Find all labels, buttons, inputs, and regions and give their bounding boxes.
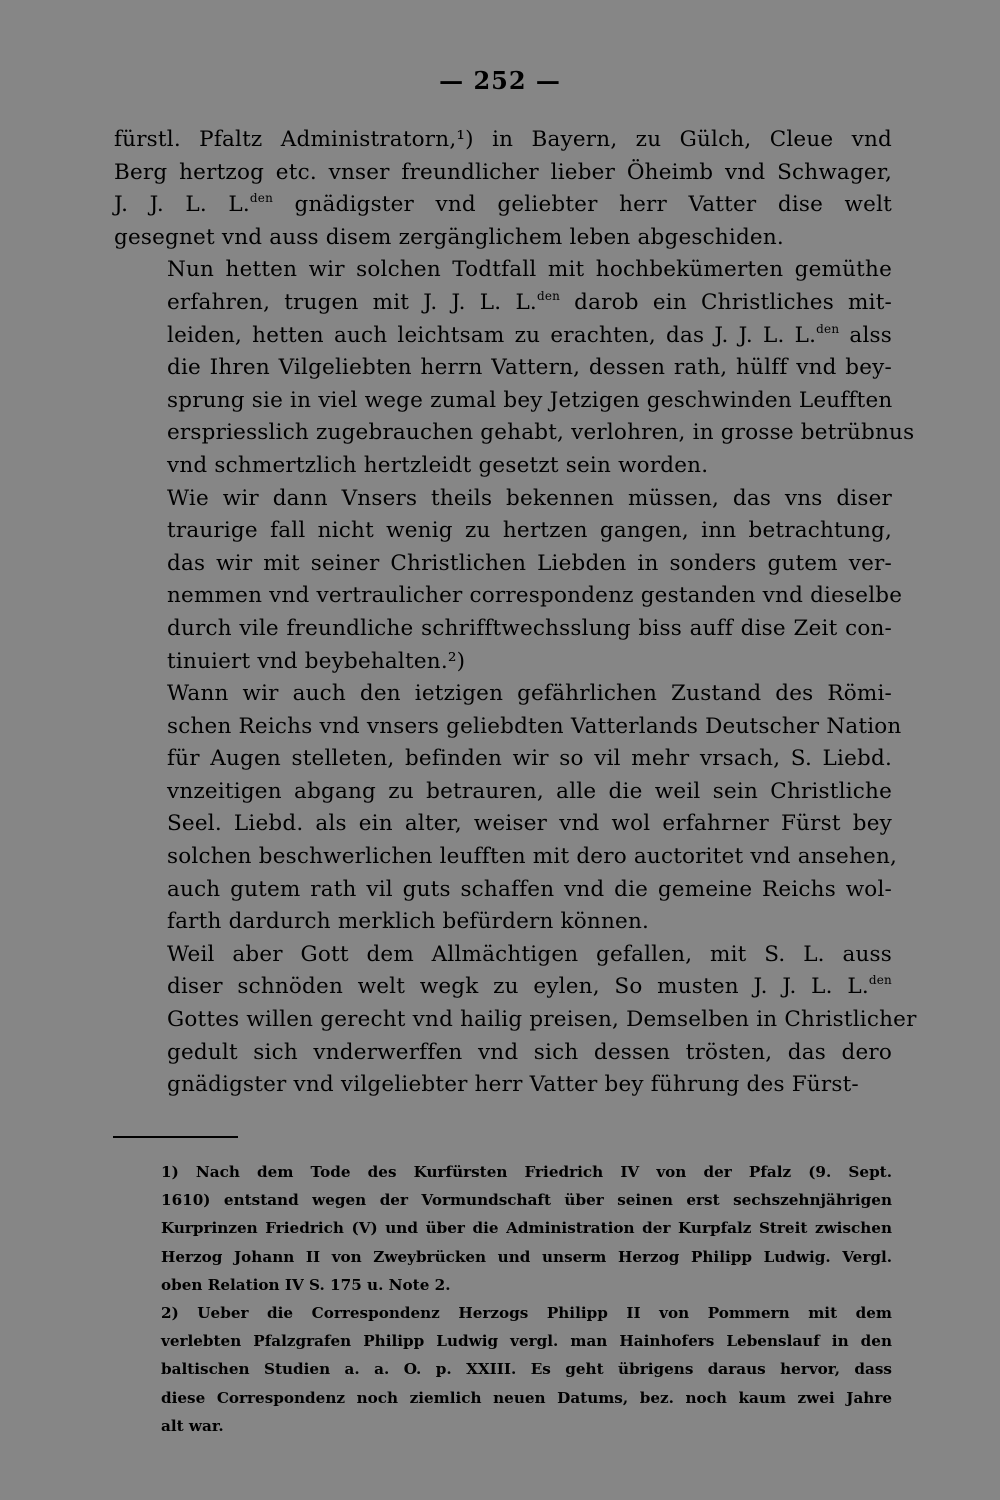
body-line: Seel. Liebd. als ein alter, weiser vnd wol erfahrner Fürst bey (167, 811, 892, 837)
body-line: Gottes willen gerecht vnd hailig preisen, Demselben in Christlicher (167, 1007, 917, 1033)
footnote-line: diese Correspondenz noch ziemlich neuen Datums, bez. noch kaum zwei Jahre (161, 1388, 892, 1407)
paragraph (114, 124, 892, 254)
body-line: durch vile freundliche schrifftwechsslung biss auff dise Zeit con- (167, 615, 892, 641)
footnote-line: baltischen Studien a. a. O. p. XXIII. Es geht übrigens daraus hervor, dass (161, 1360, 892, 1379)
footnote-line: 1610) entstand wegen der Vormundschaft über seinen erst sechszehnjährigen (161, 1191, 892, 1210)
footnote-line: verlebten Pfalzgrafen Philipp Ludwig vergl. man Hainhofers Lebenslauf in den (161, 1332, 892, 1351)
paragraph (114, 483, 903, 679)
body-line: gnädigster vnd vilgeliebter herr Vatter bey führung des Fürst- (167, 1072, 859, 1098)
footnote (114, 1299, 892, 1440)
body-line: Weil aber Gott dem Allmächtigen gefallen, mit S. L. auss (167, 941, 892, 967)
footnote-line: alt war. (161, 1416, 224, 1435)
body-line: leiden, hetten auch leichtsam zu erachten, das J. J. L. L.$^{den}$ alss (167, 321, 892, 348)
body-line: gedult sich vnderwerffen vnd sich dessen trösten, das dero (167, 1039, 892, 1065)
body-line: erfahren, trugen mit J. J. L. L.$^{den}$ darob ein Christliches mit- (167, 288, 893, 315)
body-line: traurige fall nicht wenig zu hertzen gangen, inn betrachtung, (167, 518, 892, 544)
body-line: Berg hertzog etc. vnser freundlicher lieber Öheimb vnd Schwager, (114, 159, 892, 185)
body-line: nemmen vnd vertraulicher correspondenz gestanden vnd dieselbe (167, 583, 903, 609)
body-line: vnd schmertzlich hertzleidt gesetzt sein worden. (167, 452, 709, 478)
body-line: Wann wir auch den ietzigen gefährlichen Zustand des Römi- (167, 681, 892, 707)
body-line: fürstl. Pfaltz Administratorn,¹) in Bayern, zu Gülch, Cleue vnd (114, 127, 892, 152)
body-line: das wir mit seiner Christlichen Liebden in sonders gutem ver- (167, 550, 892, 576)
body-line: solchen beschwerlichen leufften mit dero auctoritet vnd ansehen, (167, 844, 898, 870)
body-line: vnzeitigen abgang zu betrauren, alle die weil sein Christliche (167, 778, 892, 804)
paragraph (114, 678, 902, 939)
footnote-line: 1) Nach dem Tode des Kurfürsten Friedrich IV von der Pfalz (9. Sept. (161, 1163, 892, 1181)
paragraph (114, 254, 915, 482)
body-line: schen Reichs vnd vnsers geliebdten Vatterlands Deutscher Nation (167, 713, 902, 739)
footnote-line: Herzog Johann II von Zweybrücken und unserm Herzog Philipp Ludwig. Vergl. (161, 1247, 892, 1266)
footnote (114, 1158, 892, 1299)
body-line: für Augen stelleten, befinden wir so vil mehr vrsach, S. Liebd. (167, 746, 892, 772)
footnote-line: 2) Ueber die Correspondenz Herzogs Philipp II von Pommern mit dem (161, 1304, 892, 1323)
body-line: die Ihren Vilgeliebten herrn Vattern, dessen rath, hülff vnd bey- (167, 355, 892, 381)
body-line: J. J. L. L.$^{den}$ gnädigster vnd geliebter herr Vatter dise welt (114, 191, 892, 218)
footnotes (114, 1158, 892, 1440)
body-text (114, 124, 917, 1102)
body-line: Wie wir dann Vnsers theils bekennen müssen, das vns diser (167, 485, 892, 511)
page-number: — 252 — (439, 66, 561, 95)
paragraph (114, 939, 917, 1102)
body-line: farth dardurch merklich befürdern können. (167, 909, 650, 935)
body-line: tinuiert vnd beybehalten.²) (167, 648, 466, 674)
body-line: sprung sie in viel wege zumal bey Jetzigen geschwinden Leufften (167, 387, 893, 413)
footnote-divider (113, 1136, 238, 1138)
body-line: gesegnet vnd auss disem zergänglichem leben abgeschiden. (114, 224, 784, 250)
footnote-line: Kurprinzen Friedrich (V) und über die Administration der Kurpfalz Streit zwischen (161, 1219, 892, 1238)
body-line: Nun hetten wir solchen Todtfall mit hochbekümerten gemüthe (167, 257, 892, 283)
body-line: auch gutem rath vil guts schaffen vnd die gemeine Reichs wol- (167, 876, 892, 902)
footnote-line: oben Relation IV S. 175 u. Note 2. (161, 1275, 451, 1294)
body-line: diser schnöden welt wegk zu eylen, So musten J. J. L. L.$^{den}$ (167, 973, 892, 1000)
body-line: erspriesslich zugebrauchen gehabt, verlohren, in grosse betrübnus (167, 420, 915, 446)
